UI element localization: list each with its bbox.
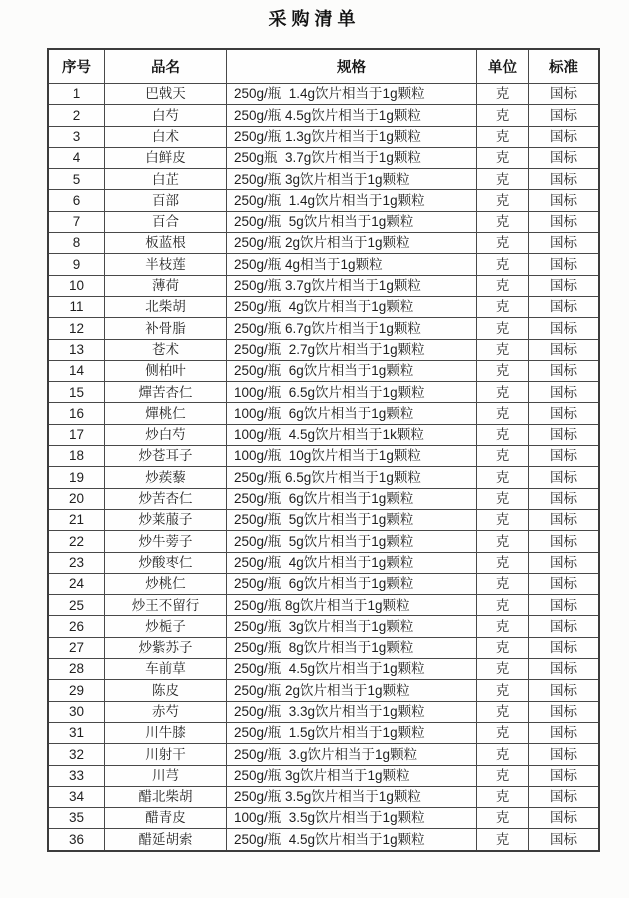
cell-name: 北柴胡 (105, 296, 227, 317)
cell-spec: 100g/瓶 6.5g饮片相当于1g颗粒 (227, 382, 477, 403)
cell-unit: 克 (477, 616, 529, 637)
cell-spec: 250g/瓶 5g饮片相当于1g颗粒 (227, 509, 477, 530)
cell-unit: 克 (477, 637, 529, 658)
cell-no: 4 (48, 147, 105, 168)
cell-standard: 国标 (529, 765, 600, 786)
cell-spec: 100g/瓶 3.5g饮片相当于1g颗粒 (227, 808, 477, 829)
cell-no: 20 (48, 488, 105, 509)
header-cell-unit: 单位 (477, 49, 529, 84)
cell-no: 21 (48, 509, 105, 530)
cell-standard: 国标 (529, 318, 600, 339)
cell-standard: 国标 (529, 552, 600, 573)
cell-unit: 克 (477, 488, 529, 509)
table-row (48, 680, 599, 701)
cell-name: 炒苦杏仁 (105, 488, 227, 509)
cell-spec: 250g/瓶 6g饮片相当于1g颗粒 (227, 488, 477, 509)
cell-spec: 250g/瓶 5g饮片相当于1g颗粒 (227, 531, 477, 552)
cell-name: 巴戟天 (105, 84, 227, 105)
table-row (48, 233, 599, 254)
page-title: 采购清单 (268, 9, 361, 29)
cell-no: 35 (48, 808, 105, 829)
cell-no: 31 (48, 722, 105, 743)
cell-name: 百部 (105, 190, 227, 211)
cell-name: 白芍 (105, 105, 227, 126)
table-row (48, 765, 599, 786)
cell-name: 车前草 (105, 659, 227, 680)
cell-spec: 250g/瓶 2g饮片相当于1g颗粒 (227, 233, 477, 254)
table-row (48, 84, 599, 105)
cell-standard: 国标 (529, 382, 600, 403)
cell-standard: 国标 (529, 531, 600, 552)
cell-standard: 国标 (529, 126, 600, 147)
cell-standard: 国标 (529, 808, 600, 829)
cell-standard: 国标 (529, 659, 600, 680)
cell-unit: 克 (477, 722, 529, 743)
cell-no: 14 (48, 360, 105, 381)
cell-spec: 250g/瓶 1.4g饮片相当于1g颗粒 (227, 84, 477, 105)
cell-name: 炒桃仁 (105, 573, 227, 594)
table-row (48, 318, 599, 339)
table-row (48, 701, 599, 722)
table-body (48, 84, 599, 851)
cell-unit: 克 (477, 105, 529, 126)
cell-no: 2 (48, 105, 105, 126)
cell-name: 炒白芍 (105, 424, 227, 445)
cell-no: 8 (48, 233, 105, 254)
cell-no: 32 (48, 744, 105, 765)
cell-name: 白芷 (105, 169, 227, 190)
cell-name: 白术 (105, 126, 227, 147)
cell-unit: 克 (477, 233, 529, 254)
cell-standard: 国标 (529, 211, 600, 232)
cell-name: 炒蒺藜 (105, 467, 227, 488)
cell-standard: 国标 (529, 254, 600, 275)
cell-name: 侧柏叶 (105, 360, 227, 381)
cell-standard: 国标 (529, 595, 600, 616)
cell-no: 27 (48, 637, 105, 658)
cell-name: 炒苍耳子 (105, 446, 227, 467)
table-row (48, 403, 599, 424)
cell-standard: 国标 (529, 829, 600, 851)
cell-spec: 250g/瓶 6.5g饮片相当于1g颗粒 (227, 467, 477, 488)
cell-spec: 250g/瓶 5g饮片相当于1g颗粒 (227, 211, 477, 232)
cell-name: 燀桃仁 (105, 403, 227, 424)
cell-unit: 克 (477, 169, 529, 190)
cell-no: 29 (48, 680, 105, 701)
cell-unit: 克 (477, 531, 529, 552)
cell-standard: 国标 (529, 446, 600, 467)
cell-standard: 国标 (529, 169, 600, 190)
cell-spec: 250g/瓶 1.5g饮片相当于1g颗粒 (227, 722, 477, 743)
cell-standard: 国标 (529, 296, 600, 317)
cell-name: 炒栀子 (105, 616, 227, 637)
table-row (48, 275, 599, 296)
cell-name: 陈皮 (105, 680, 227, 701)
table-row (48, 105, 599, 126)
table-row (48, 488, 599, 509)
cell-unit: 克 (477, 467, 529, 488)
cell-standard: 国标 (529, 190, 600, 211)
cell-name: 炒莱菔子 (105, 509, 227, 530)
cell-spec: 250g/瓶 3.g饮片相当于1g颗粒 (227, 744, 477, 765)
cell-no: 12 (48, 318, 105, 339)
cell-no: 15 (48, 382, 105, 403)
header-cell-no: 序号 (48, 49, 105, 84)
table-row (48, 744, 599, 765)
cell-name: 薄荷 (105, 275, 227, 296)
cell-spec: 250g/瓶 1.3g饮片相当于1g颗粒 (227, 126, 477, 147)
cell-spec: 250g/瓶 3.5g饮片相当于1g颗粒 (227, 786, 477, 807)
cell-unit: 克 (477, 744, 529, 765)
cell-unit: 克 (477, 829, 529, 851)
table-row (48, 446, 599, 467)
table-row (48, 616, 599, 637)
cell-spec: 250g/瓶 3.3g饮片相当于1g颗粒 (227, 701, 477, 722)
cell-name: 炒王不留行 (105, 595, 227, 616)
cell-spec: 250g/瓶 1.4g饮片相当于1g颗粒 (227, 190, 477, 211)
cell-unit: 克 (477, 275, 529, 296)
table-row (48, 211, 599, 232)
cell-unit: 克 (477, 382, 529, 403)
table-row (48, 126, 599, 147)
cell-unit: 克 (477, 190, 529, 211)
cell-no: 34 (48, 786, 105, 807)
cell-unit: 克 (477, 595, 529, 616)
cell-spec: 250g瓶 3.7g饮片相当于1g颗粒 (227, 147, 477, 168)
table-row (48, 552, 599, 573)
cell-no: 18 (48, 446, 105, 467)
cell-unit: 克 (477, 403, 529, 424)
cell-spec: 250g/瓶 6g饮片相当于1g颗粒 (227, 573, 477, 594)
cell-spec: 250g/瓶 6g饮片相当于1g颗粒 (227, 360, 477, 381)
table-header-row (48, 49, 599, 84)
cell-unit: 克 (477, 765, 529, 786)
cell-standard: 国标 (529, 233, 600, 254)
cell-no: 28 (48, 659, 105, 680)
cell-spec: 100g/瓶 10g饮片相当于1g颗粒 (227, 446, 477, 467)
header-cell-name: 品名 (105, 49, 227, 84)
cell-spec: 250g/瓶 4g饮片相当于1g颗粒 (227, 296, 477, 317)
cell-standard: 国标 (529, 744, 600, 765)
cell-spec: 250g/瓶 8g饮片相当于1g颗粒 (227, 637, 477, 658)
cell-unit: 克 (477, 84, 529, 105)
cell-unit: 克 (477, 360, 529, 381)
cell-unit: 克 (477, 339, 529, 360)
cell-standard: 国标 (529, 680, 600, 701)
cell-standard: 国标 (529, 722, 600, 743)
table-row (48, 509, 599, 530)
table-row (48, 360, 599, 381)
cell-name: 川牛膝 (105, 722, 227, 743)
cell-name: 炒紫苏子 (105, 637, 227, 658)
table-row (48, 147, 599, 168)
cell-unit: 克 (477, 701, 529, 722)
cell-spec: 250g/瓶 3g饮片相当于1g颗粒 (227, 765, 477, 786)
cell-name: 川芎 (105, 765, 227, 786)
cell-no: 11 (48, 296, 105, 317)
cell-unit: 克 (477, 786, 529, 807)
cell-no: 30 (48, 701, 105, 722)
cell-no: 19 (48, 467, 105, 488)
cell-no: 25 (48, 595, 105, 616)
table-row (48, 595, 599, 616)
cell-spec: 250g/瓶 3g饮片相当于1g颗粒 (227, 169, 477, 190)
table-row (48, 573, 599, 594)
cell-spec: 250g/瓶 4.5g饮片相当于1g颗粒 (227, 659, 477, 680)
cell-unit: 克 (477, 680, 529, 701)
cell-spec: 250g/瓶 4g饮片相当于1g颗粒 (227, 552, 477, 573)
cell-standard: 国标 (529, 84, 600, 105)
cell-no: 24 (48, 573, 105, 594)
cell-no: 33 (48, 765, 105, 786)
table-row (48, 169, 599, 190)
cell-unit: 克 (477, 126, 529, 147)
purchase-table (47, 48, 600, 852)
cell-name: 炒牛蒡子 (105, 531, 227, 552)
cell-spec: 250g/瓶 4.5g饮片相当于1g颗粒 (227, 829, 477, 851)
cell-unit: 克 (477, 424, 529, 445)
cell-standard: 国标 (529, 403, 600, 424)
cell-name: 醋延胡索 (105, 829, 227, 851)
cell-no: 26 (48, 616, 105, 637)
cell-name: 补骨脂 (105, 318, 227, 339)
cell-standard: 国标 (529, 424, 600, 445)
table-row (48, 829, 599, 851)
cell-unit: 克 (477, 446, 529, 467)
cell-no: 7 (48, 211, 105, 232)
cell-name: 川射干 (105, 744, 227, 765)
cell-name: 百合 (105, 211, 227, 232)
cell-name: 醋北柴胡 (105, 786, 227, 807)
cell-no: 1 (48, 84, 105, 105)
cell-no: 3 (48, 126, 105, 147)
cell-name: 炒酸枣仁 (105, 552, 227, 573)
cell-unit: 克 (477, 147, 529, 168)
cell-spec: 100g/瓶 6g饮片相当于1g颗粒 (227, 403, 477, 424)
table-row (48, 637, 599, 658)
cell-standard: 国标 (529, 488, 600, 509)
table-row (48, 808, 599, 829)
cell-no: 23 (48, 552, 105, 573)
cell-standard: 国标 (529, 573, 600, 594)
cell-standard: 国标 (529, 147, 600, 168)
table-row (48, 254, 599, 275)
cell-spec: 250g/瓶 8g饮片相当于1g颗粒 (227, 595, 477, 616)
cell-name: 板蓝根 (105, 233, 227, 254)
cell-no: 13 (48, 339, 105, 360)
table-row (48, 467, 599, 488)
cell-spec: 250g/瓶 2.7g饮片相当于1g颗粒 (227, 339, 477, 360)
cell-unit: 克 (477, 573, 529, 594)
cell-no: 10 (48, 275, 105, 296)
cell-spec: 250g/瓶 4.5g饮片相当于1g颗粒 (227, 105, 477, 126)
cell-unit: 克 (477, 552, 529, 573)
cell-unit: 克 (477, 808, 529, 829)
cell-no: 6 (48, 190, 105, 211)
cell-unit: 克 (477, 254, 529, 275)
cell-no: 36 (48, 829, 105, 851)
table-row (48, 786, 599, 807)
header-cell-spec: 规格 (227, 49, 477, 84)
cell-standard: 国标 (529, 786, 600, 807)
cell-standard: 国标 (529, 339, 600, 360)
table-row (48, 339, 599, 360)
cell-name: 燀苦杏仁 (105, 382, 227, 403)
cell-standard: 国标 (529, 701, 600, 722)
cell-no: 9 (48, 254, 105, 275)
cell-no: 17 (48, 424, 105, 445)
cell-name: 赤芍 (105, 701, 227, 722)
table-row (48, 190, 599, 211)
cell-standard: 国标 (529, 509, 600, 530)
header-cell-standard: 标准 (529, 49, 600, 84)
cell-unit: 克 (477, 659, 529, 680)
cell-spec: 250g/瓶 2g饮片相当于1g颗粒 (227, 680, 477, 701)
cell-standard: 国标 (529, 360, 600, 381)
cell-unit: 克 (477, 211, 529, 232)
table-row (48, 659, 599, 680)
table-row (48, 296, 599, 317)
cell-unit: 克 (477, 318, 529, 339)
cell-spec: 250g/瓶 3g饮片相当于1g颗粒 (227, 616, 477, 637)
cell-name: 苍术 (105, 339, 227, 360)
cell-standard: 国标 (529, 637, 600, 658)
cell-standard: 国标 (529, 105, 600, 126)
cell-name: 半枝莲 (105, 254, 227, 275)
cell-unit: 克 (477, 296, 529, 317)
table-row (48, 424, 599, 445)
table-row (48, 722, 599, 743)
table-row (48, 382, 599, 403)
cell-no: 22 (48, 531, 105, 552)
cell-spec: 100g/瓶 4.5g饮片相当于1k颗粒 (227, 424, 477, 445)
cell-name: 醋青皮 (105, 808, 227, 829)
cell-no: 5 (48, 169, 105, 190)
cell-standard: 国标 (529, 275, 600, 296)
cell-spec: 250g/瓶 4g相当于1g颗粒 (227, 254, 477, 275)
cell-spec: 250g/瓶 3.7g饮片相当于1g颗粒 (227, 275, 477, 296)
cell-standard: 国标 (529, 616, 600, 637)
cell-name: 白鲜皮 (105, 147, 227, 168)
cell-unit: 克 (477, 509, 529, 530)
cell-standard: 国标 (529, 467, 600, 488)
cell-no: 16 (48, 403, 105, 424)
table-row (48, 531, 599, 552)
cell-spec: 250g/瓶 6.7g饮片相当于1g颗粒 (227, 318, 477, 339)
